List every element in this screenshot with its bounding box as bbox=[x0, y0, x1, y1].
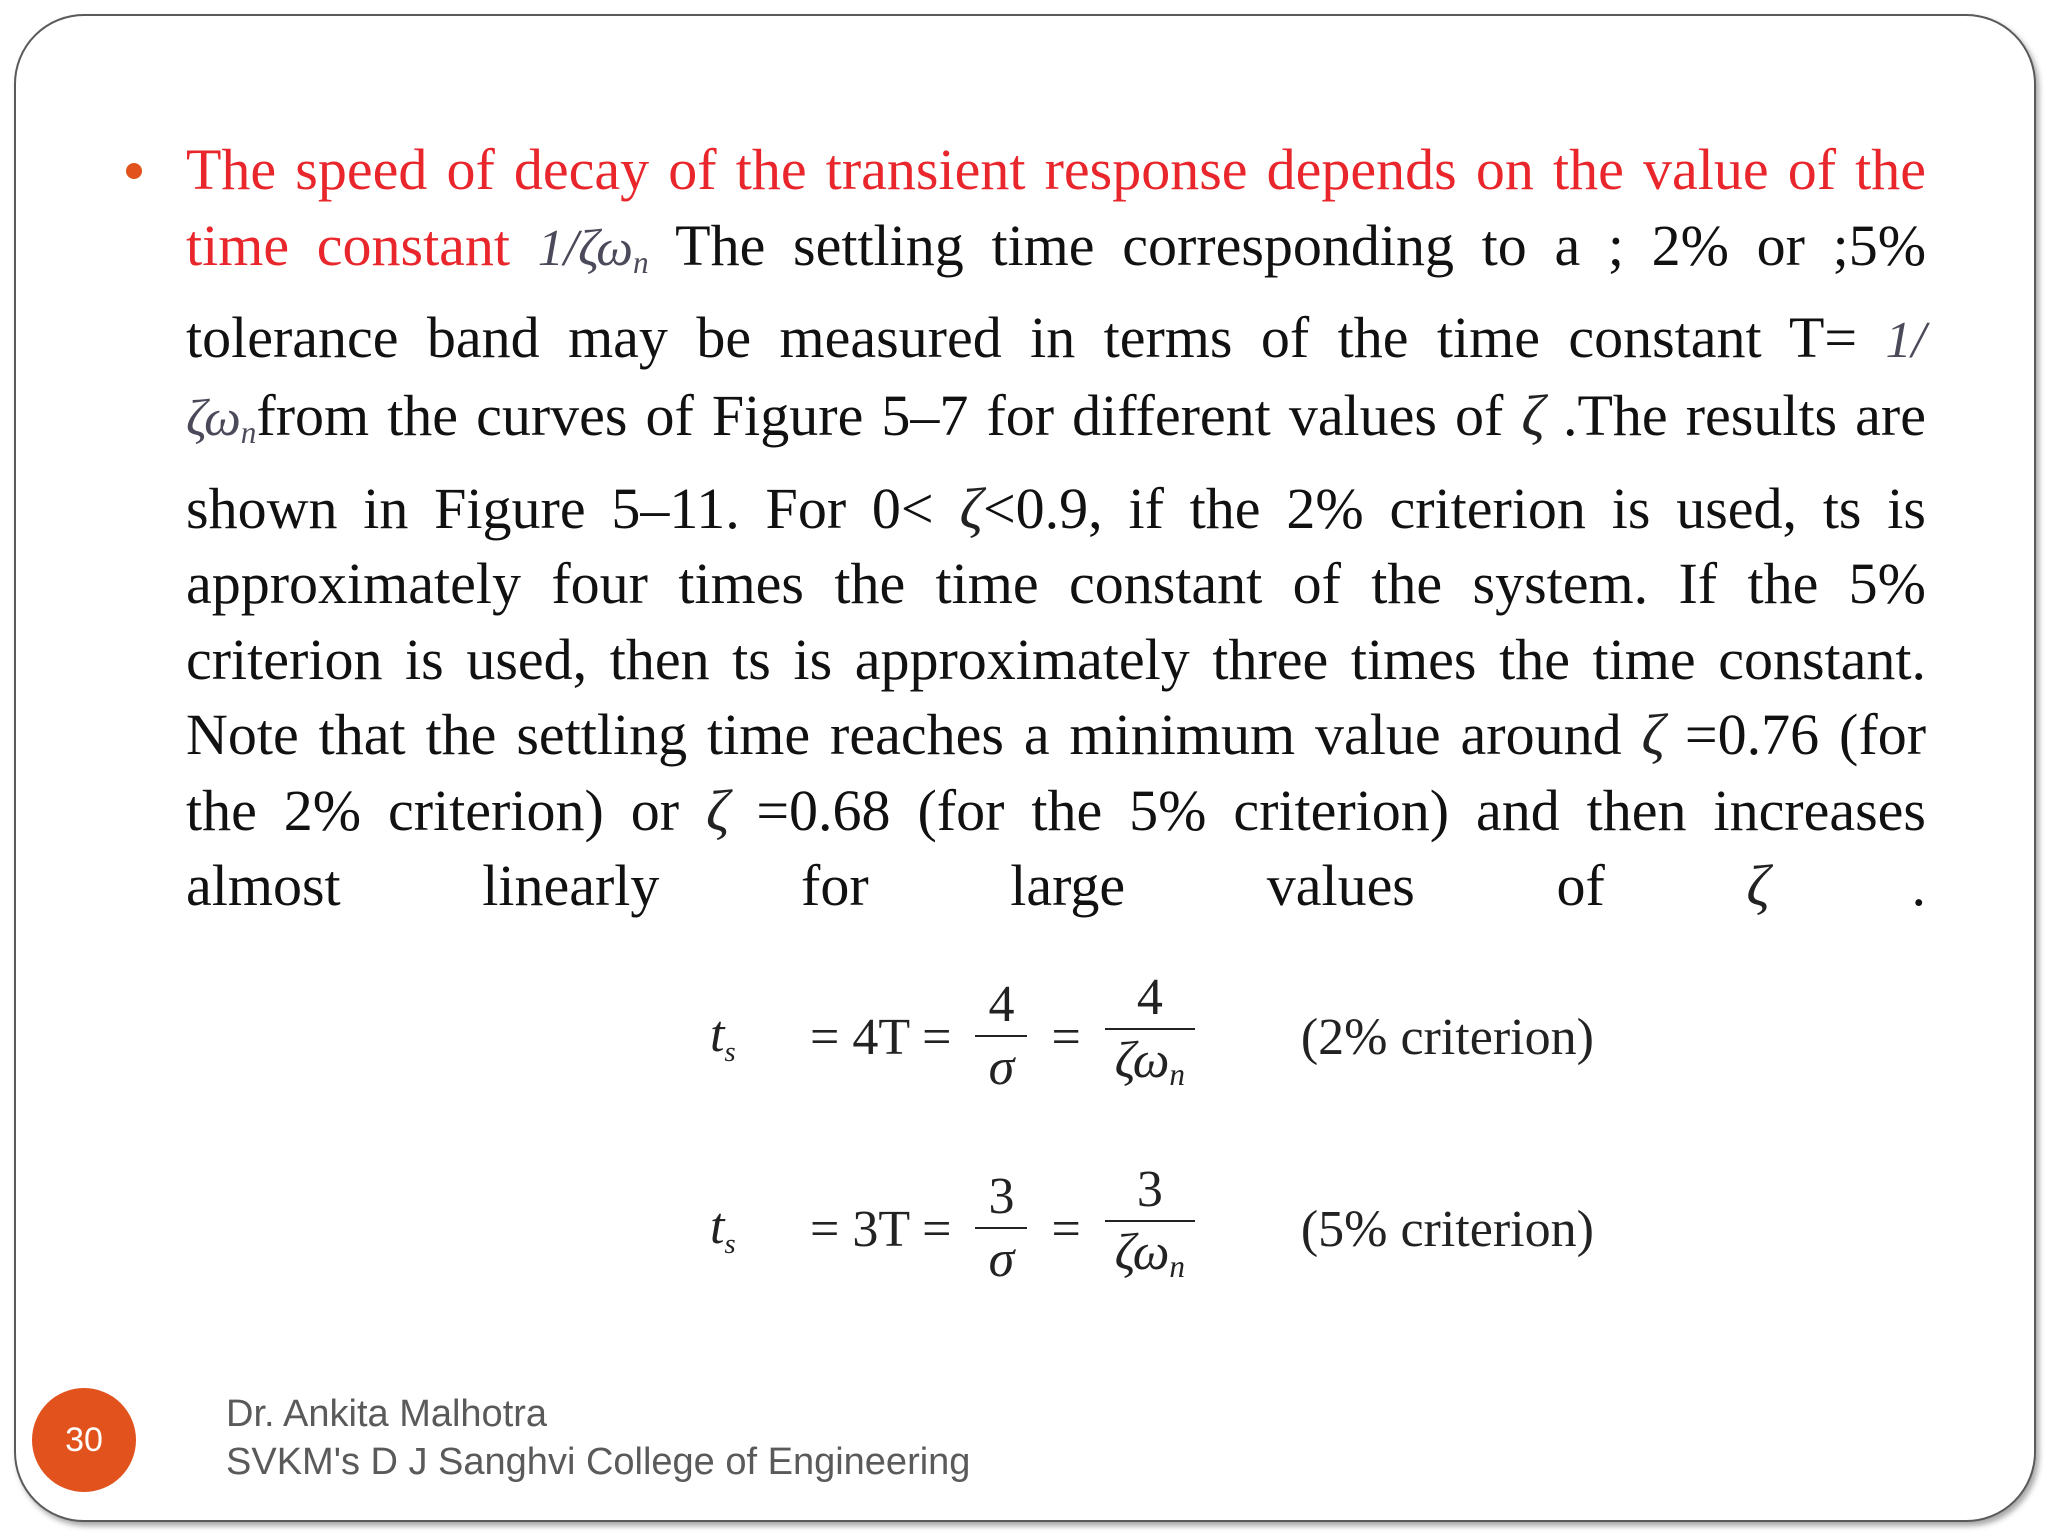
time-constant-base: 1/ζω bbox=[537, 219, 633, 277]
lhs-symbol: t bbox=[710, 1198, 725, 1255]
paragraph-text-2: from the curves of Figure 5–7 for different values of bbox=[256, 383, 1522, 449]
paragraph-text-4: <0.9, if the 2% criterion is used, ts is approximately four times the time constant of the system. If the 5% criterion is used, then ts is approximately three times the time constant. Note that the settling time reaches a minimum value around bbox=[186, 475, 1926, 768]
equation-lhs bbox=[710, 1197, 796, 1261]
criterion-label: (2% criterion) bbox=[1300, 1008, 1594, 1066]
denominator-base: ζω bbox=[1114, 1032, 1170, 1090]
paragraph-text-1: The settling time corresponding to a ; 2% or ;5% tolerance band may be measured in terms of the time constant T= bbox=[186, 212, 1927, 370]
zeta-symbol: ζ bbox=[705, 777, 730, 843]
time-constant-subscript-2: n bbox=[240, 415, 257, 451]
settling-time-equations bbox=[710, 962, 1610, 1346]
criterion-label: (5% criterion) bbox=[1300, 1200, 1594, 1258]
fraction-numerator: 3 bbox=[1136, 1161, 1163, 1219]
lhs-symbol: t bbox=[710, 1006, 725, 1063]
denominator-subscript: n bbox=[1169, 1056, 1185, 1092]
author-name: Dr. Ankita Malhotra bbox=[226, 1393, 548, 1435]
paragraph-text-3: .The results are shown in Figure 5–11. For 0< bbox=[186, 383, 1926, 541]
time-constant-base-2: 1/ζω bbox=[186, 311, 1926, 448]
equation-lhs bbox=[710, 1005, 796, 1069]
fraction-zeta-omega bbox=[1105, 1160, 1195, 1298]
page-number-badge: 30 bbox=[32, 1388, 136, 1492]
fraction-denominator bbox=[1115, 1222, 1185, 1298]
fraction-denominator: σ bbox=[988, 1039, 1015, 1096]
fraction-denominator: σ bbox=[988, 1231, 1015, 1288]
zeta-symbol: ζ bbox=[1521, 383, 1545, 449]
paragraph-text-6: =0.68 (for the 5% criterion) and then increases almost linearly for large values of bbox=[186, 777, 1926, 919]
slide-body bbox=[186, 132, 1926, 924]
lhs-subscript: s bbox=[724, 1229, 736, 1260]
fraction-numerator: 4 bbox=[988, 976, 1015, 1033]
fraction-sigma bbox=[975, 975, 1027, 1099]
equation-coefficient: = 3T = bbox=[810, 1200, 952, 1258]
zeta-symbol: ζ bbox=[1746, 853, 1770, 919]
paragraph-text-5: =0.76 (for the 2% criterion) or bbox=[186, 702, 1927, 843]
equation-5-percent bbox=[710, 1154, 1610, 1304]
equals-sign: = bbox=[1051, 1200, 1081, 1258]
lhs-subscript: s bbox=[724, 1037, 736, 1068]
paragraph-text-7: . bbox=[1769, 853, 1926, 919]
slide-footer bbox=[226, 1390, 970, 1486]
equation-2-percent bbox=[710, 962, 1610, 1112]
equals-sign: = bbox=[1051, 1008, 1081, 1066]
fraction-zeta-omega bbox=[1105, 968, 1195, 1106]
denominator-subscript: n bbox=[1169, 1248, 1185, 1284]
equation-coefficient: = 4T = bbox=[810, 1008, 952, 1066]
fraction-sigma bbox=[975, 1167, 1027, 1291]
fraction-numerator: 4 bbox=[1136, 969, 1163, 1027]
denominator-base: ζω bbox=[1114, 1224, 1170, 1282]
fraction-numerator: 3 bbox=[988, 1168, 1015, 1225]
zeta-symbol: ζ bbox=[959, 475, 983, 541]
bullet-icon bbox=[126, 163, 142, 179]
fraction-denominator bbox=[1115, 1030, 1185, 1106]
bullet-paragraph bbox=[186, 132, 1926, 924]
highlighted-text: The speed of decay of the transient response depends on the value of the time constant bbox=[186, 137, 1926, 278]
zeta-symbol: ζ bbox=[1641, 702, 1665, 768]
institution-name: SVKM's D J Sanghvi College of Engineering bbox=[226, 1441, 971, 1483]
time-constant-expression bbox=[537, 219, 649, 280]
time-constant-subscript: n bbox=[632, 244, 649, 280]
